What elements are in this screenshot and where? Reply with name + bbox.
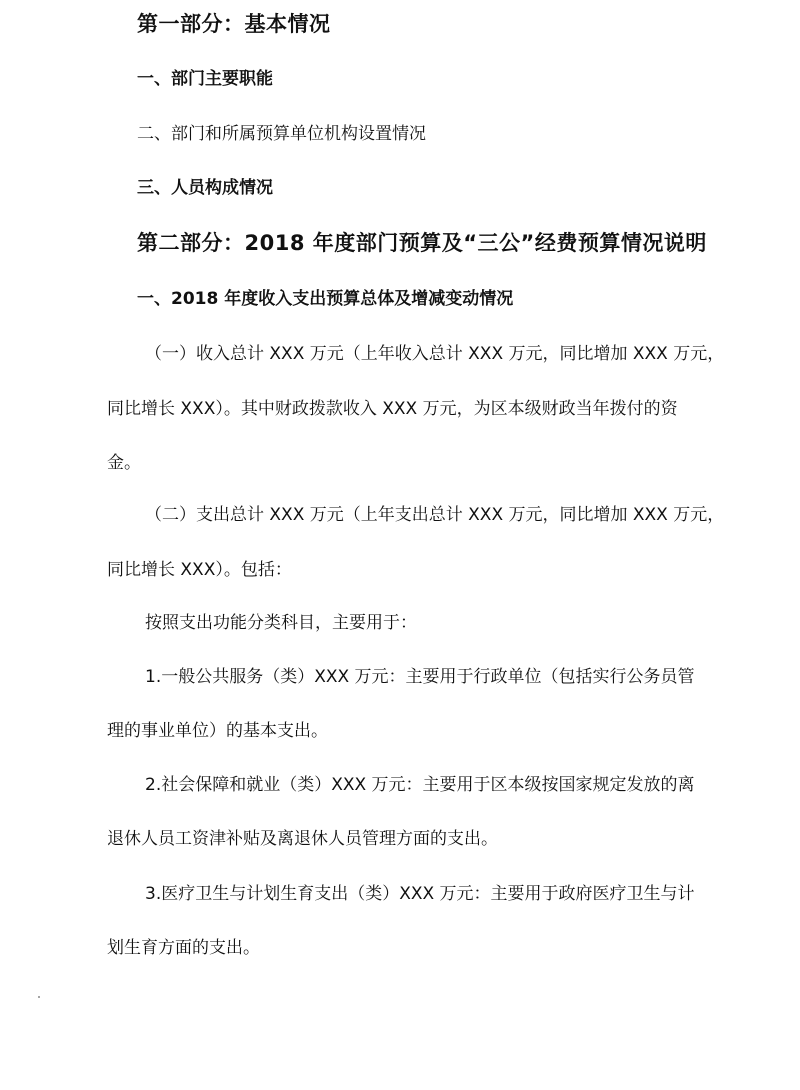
item-3-line-2: 划生育方面的支出。 [107, 938, 260, 958]
part2-title: 第二部分：2018 年度部门预算及“三公”经费预算情况说明 [137, 231, 707, 255]
part2-section-1-heading: 一、2018 年度收入支出预算总体及增减变动情况 [137, 289, 514, 309]
scan-speck [38, 996, 40, 998]
item-3-line-1: 3.医疗卫生与计划生育支出（类）XXX 万元：主要用于政府医疗卫生与计 [145, 884, 695, 904]
item-1-line-2: 理的事业单位）的基本支出。 [107, 721, 328, 741]
expense-line-1: （二）支出总计 XXX 万元（上年支出总计 XXX 万元，同比增加 XXX 万元， [145, 505, 725, 525]
item-1-line-1: 1.一般公共服务（类）XXX 万元：主要用于行政单位（包括实行公务员管 [145, 667, 695, 687]
item-2-line-1: 2.社会保障和就业（类）XXX 万元：主要用于区本级按国家规定发放的离 [145, 775, 695, 795]
income-line-3: 金。 [107, 453, 141, 473]
income-line-1: （一）收入总计 XXX 万元（上年收入总计 XXX 万元，同比增加 XXX 万元， [145, 344, 725, 364]
part1-title: 第一部分：基本情况 [137, 12, 331, 36]
part1-section-1: 一、部门主要职能 [137, 69, 273, 89]
part1-section-2: 二、部门和所属预算单位机构设置情况 [137, 124, 426, 144]
part1-section-3: 三、人员构成情况 [137, 178, 273, 198]
income-line-2: 同比增长 XXX）。其中财政拨款收入 XXX 万元，为区本级财政当年拨付的资 [107, 399, 678, 419]
functional-intro: 按照支出功能分类科目，主要用于： [145, 613, 417, 633]
expense-line-2: 同比增长 XXX）。包括： [107, 560, 292, 580]
item-2-line-2: 退休人员工资津补贴及离退休人员管理方面的支出。 [107, 829, 498, 849]
